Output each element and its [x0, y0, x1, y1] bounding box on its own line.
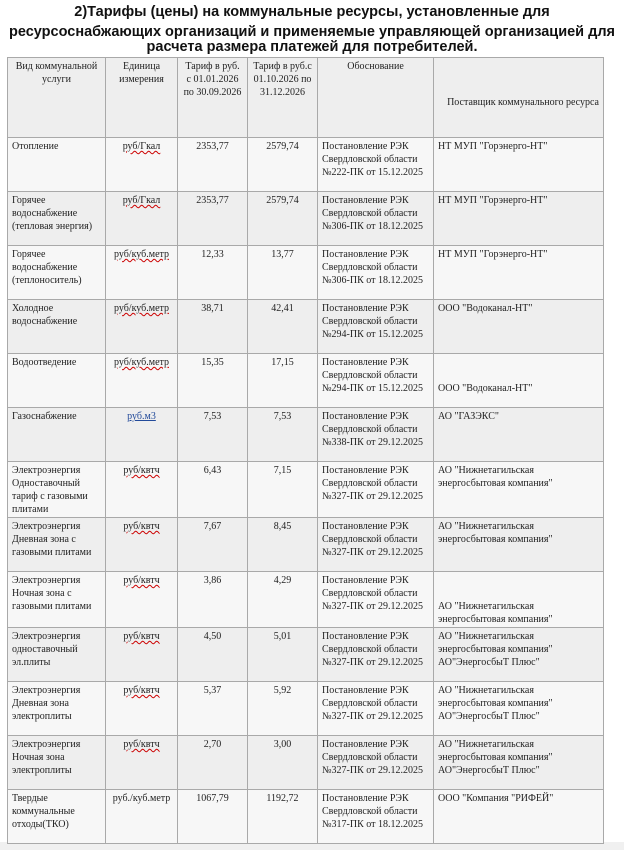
table-row [8, 192, 604, 246]
unit-cell [106, 138, 178, 192]
service-text: Горячее водоснабжение (теплоноситель) [12, 249, 82, 286]
tariff2-text: 42,41 [271, 303, 294, 314]
unit-text: руб/квтч [123, 575, 160, 586]
service-text: Водоотведение [12, 357, 77, 368]
supplier-cell [434, 138, 604, 192]
tariff-2-cell [248, 192, 318, 246]
basis-text: Постановление РЭК Свердловской области №327-ПК от 29.12.2025 [322, 465, 424, 502]
service-cell [8, 736, 106, 790]
service-text: Электроэнергия Ночная зона с газовыми плитами [12, 575, 92, 612]
supplier-cell [434, 408, 604, 462]
page-title-line-2: ресурсоснабжающих организаций и применяемые управляющей организацией для расчета размера платежей для потребителей. [9, 24, 615, 55]
tariff1-text: 2353,77 [196, 141, 229, 152]
basis-text: Постановление РЭК Свердловской области №306-ПК от 18.12.2025 [322, 249, 424, 286]
tariff2-text: 13,77 [271, 249, 294, 260]
header-basis: Обоснование [318, 58, 434, 138]
supplier-cell [434, 518, 604, 572]
unit-text: руб/квтч [123, 521, 160, 532]
supplier-text: ООО "Водоканал-НТ" [438, 383, 533, 394]
basis-text: Постановление РЭК Свердловской области №327-ПК от 29.12.2025 [322, 685, 424, 722]
service-cell [8, 246, 106, 300]
basis-cell [318, 354, 434, 408]
table-row [8, 408, 604, 462]
basis-text: Постановление РЭК Свердловской области №306-ПК от 18.12.2025 [322, 195, 424, 232]
unit-text: руб/Гкал [122, 195, 161, 206]
tariffs-table [7, 57, 604, 844]
basis-text: Постановление РЭК Свердловской области №327-ПК от 29.12.2025 [322, 521, 424, 558]
tariff1-text: 6,43 [203, 465, 222, 476]
table-row [8, 138, 604, 192]
tariff-2-cell [248, 462, 318, 518]
supplier-text: АО "Нижнетагильская энергосбытовая компания" АО"ЭнергосбыТ Плюс" [438, 631, 553, 668]
tariff-1-cell [178, 736, 248, 790]
supplier-cell [434, 572, 604, 628]
header-tariff-2: Тариф в руб.с 01.10.2026 по 31.12.2026 [248, 58, 318, 138]
unit-text: руб/квтч [123, 685, 160, 696]
tariff2-text: 17,15 [271, 357, 294, 368]
tariff-2-cell [248, 246, 318, 300]
tariff-2-cell [248, 572, 318, 628]
tariff2-text: 5,92 [273, 685, 292, 696]
tariff-2-cell [248, 300, 318, 354]
supplier-cell [434, 736, 604, 790]
tariff-1-cell [178, 790, 248, 844]
unit-cell [106, 192, 178, 246]
service-text: Электроэнергия Ночная зона электроплиты [12, 739, 81, 776]
basis-text: Постановление РЭК Свердловской области №222-ПК от 15.12.2025 [322, 141, 424, 178]
unit-cell [106, 462, 178, 518]
service-text: Отопление [12, 141, 59, 152]
supplier-text: АО "Нижнетагильская энергосбытовая компания" [438, 601, 553, 625]
basis-cell [318, 138, 434, 192]
supplier-cell [434, 462, 604, 518]
unit-cell [106, 628, 178, 682]
supplier-cell [434, 790, 604, 844]
basis-cell [318, 192, 434, 246]
basis-cell [318, 246, 434, 300]
table-header-row [8, 58, 604, 138]
supplier-text: АО "Нижнетагильская энергосбытовая компания" [438, 521, 553, 545]
header-tariff-1: Тариф в руб. с 01.01.2026 по 30.09.2026 [178, 58, 248, 138]
unit-cell [106, 518, 178, 572]
supplier-text: АО "Нижнетагильская энергосбытовая компания" [438, 465, 553, 489]
service-text: Твердые коммунальные отходы(ТКО) [12, 793, 75, 830]
unit-cell [106, 408, 178, 462]
service-cell [8, 138, 106, 192]
table-row [8, 790, 604, 844]
service-text: Горячее водоснабжение (тепловая энергия) [12, 195, 93, 232]
service-text: Электроэнергия Дневная зона с газовыми плитами [12, 521, 92, 558]
tariff1-text: 12,33 [201, 249, 224, 260]
tariff2-text: 7,15 [273, 465, 292, 476]
service-cell [8, 628, 106, 682]
supplier-cell [434, 300, 604, 354]
table-row [8, 462, 604, 518]
basis-text: Постановление РЭК Свердловской области №327-ПК от 29.12.2025 [322, 631, 424, 668]
unit-text: руб/Гкал [122, 141, 161, 152]
basis-cell [318, 518, 434, 572]
unit-cell [106, 246, 178, 300]
basis-cell [318, 682, 434, 736]
tariff-1-cell [178, 572, 248, 628]
service-cell [8, 300, 106, 354]
unit-text: руб/квтч [123, 739, 160, 750]
tariff-1-cell [178, 408, 248, 462]
tariff1-text: 2,70 [203, 739, 222, 750]
tariff1-text: 15,35 [201, 357, 224, 368]
supplier-text: ООО "Компания "РИФЕЙ" [438, 793, 554, 804]
supplier-text: НТ МУП "Горэнерго-НТ" [438, 195, 548, 206]
basis-text: Постановление РЭК Свердловской области №294-ПК от 15.12.2025 [322, 303, 424, 340]
supplier-cell [434, 246, 604, 300]
service-cell [8, 192, 106, 246]
unit-text: руб/квтч [123, 465, 160, 476]
unit-text: руб./куб.метр [112, 793, 171, 804]
unit-cell [106, 300, 178, 354]
supplier-cell [434, 682, 604, 736]
table-row [8, 518, 604, 572]
basis-text: Постановление РЭК Свердловской области №327-ПК от 29.12.2025 [322, 739, 424, 776]
table-row [8, 354, 604, 408]
tariff-1-cell [178, 192, 248, 246]
basis-cell [318, 408, 434, 462]
basis-text: Постановление РЭК Свердловской области №317-ПК от 18.12.2025 [322, 793, 424, 830]
table-row [8, 300, 604, 354]
basis-cell [318, 300, 434, 354]
unit-text: руб.м3 [127, 411, 156, 422]
tariff2-text: 5,01 [273, 631, 292, 642]
table-row [8, 628, 604, 682]
service-text: Газоснабжение [12, 411, 77, 422]
tariff1-text: 3,86 [203, 575, 222, 586]
tariff-2-cell [248, 628, 318, 682]
basis-cell [318, 736, 434, 790]
header-unit: Единица измерения [106, 58, 178, 138]
tariff2-text: 1192,72 [266, 793, 299, 804]
supplier-text: АО "Нижнетагильская энергосбытовая компания" АО"ЭнергосбыТ Плюс" [438, 739, 553, 776]
tariff2-text: 2579,74 [266, 195, 299, 206]
supplier-cell [434, 192, 604, 246]
table-row [8, 736, 604, 790]
tariff2-text: 8,45 [273, 521, 292, 532]
tariff-1-cell [178, 138, 248, 192]
tariff-1-cell [178, 300, 248, 354]
tariff1-text: 38,71 [201, 303, 224, 314]
page-title-line-1: 2)Тарифы (цены) на коммунальные ресурсы, установленные для [74, 4, 550, 20]
service-cell [8, 572, 106, 628]
table-row [8, 682, 604, 736]
supplier-text: АО "Нижнетагильская энергосбытовая компания" АО"ЭнергосбыТ Плюс" [438, 685, 553, 722]
tariff-2-cell [248, 354, 318, 408]
tariff2-text: 7,53 [273, 411, 292, 422]
unit-cell [106, 682, 178, 736]
basis-text: Постановление РЭК Свердловской области №327-ПК от 29.12.2025 [322, 575, 424, 612]
supplier-text: НТ МУП "Горэнерго-НТ" [438, 141, 548, 152]
basis-cell [318, 572, 434, 628]
service-cell [8, 790, 106, 844]
tariff1-text: 7,53 [203, 411, 222, 422]
tariff-1-cell [178, 518, 248, 572]
unit-cell [106, 736, 178, 790]
tariff-2-cell [248, 736, 318, 790]
table-row [8, 246, 604, 300]
service-cell [8, 518, 106, 572]
tariff2-text: 4,29 [273, 575, 292, 586]
service-text: Электроэнергия Одноставочный тариф с газовыми плитами [12, 465, 88, 515]
tariff1-text: 7,67 [203, 521, 222, 532]
unit-text: руб/куб.метр [113, 303, 170, 314]
tariff-2-cell [248, 138, 318, 192]
tariff-1-cell [178, 682, 248, 736]
tariff-1-cell [178, 246, 248, 300]
tariff1-text: 5,37 [203, 685, 222, 696]
header-supplier: Поставщик коммунального ресурса [434, 58, 604, 138]
service-cell [8, 462, 106, 518]
service-text: Электроэнергия одноставочный эл.плиты [12, 631, 81, 668]
tariff-1-cell [178, 462, 248, 518]
tariff2-text: 3,00 [273, 739, 292, 750]
tariff1-text: 2353,77 [196, 195, 229, 206]
basis-cell [318, 628, 434, 682]
basis-cell [318, 462, 434, 518]
service-text: Холодное водоснабжение [12, 303, 78, 327]
tariff-1-cell [178, 354, 248, 408]
header-service: Вид коммунальной услуги [8, 58, 106, 138]
unit-cell [106, 572, 178, 628]
unit-text: руб/куб.метр [113, 249, 170, 260]
tariff1-text: 1067,79 [196, 793, 229, 804]
service-cell [8, 682, 106, 736]
service-cell [8, 408, 106, 462]
service-text: Электроэнергия Дневная зона электроплиты [12, 685, 81, 722]
table-row [8, 572, 604, 628]
supplier-text: АО "ГАЗЭКС" [438, 411, 499, 422]
unit-cell [106, 790, 178, 844]
basis-text: Постановление РЭК Свердловской области №294-ПК от 15.12.2025 [322, 357, 424, 394]
tariff-2-cell [248, 518, 318, 572]
supplier-text: ООО "Водоканал-НТ" [438, 303, 533, 314]
unit-text: руб/квтч [123, 631, 160, 642]
tariff1-text: 4,50 [203, 631, 222, 642]
tariff-2-cell [248, 790, 318, 844]
basis-cell [318, 790, 434, 844]
unit-cell [106, 354, 178, 408]
unit-text: руб/куб.метр [113, 357, 170, 368]
supplier-cell [434, 628, 604, 682]
tariff-2-cell [248, 682, 318, 736]
service-cell [8, 354, 106, 408]
tariff2-text: 2579,74 [266, 141, 299, 152]
supplier-text: НТ МУП "Горэнерго-НТ" [438, 249, 548, 260]
tariff-2-cell [248, 408, 318, 462]
basis-text: Постановление РЭК Свердловской области №338-ПК от 29.12.2025 [322, 411, 424, 448]
tariff-1-cell [178, 628, 248, 682]
supplier-cell [434, 354, 604, 408]
